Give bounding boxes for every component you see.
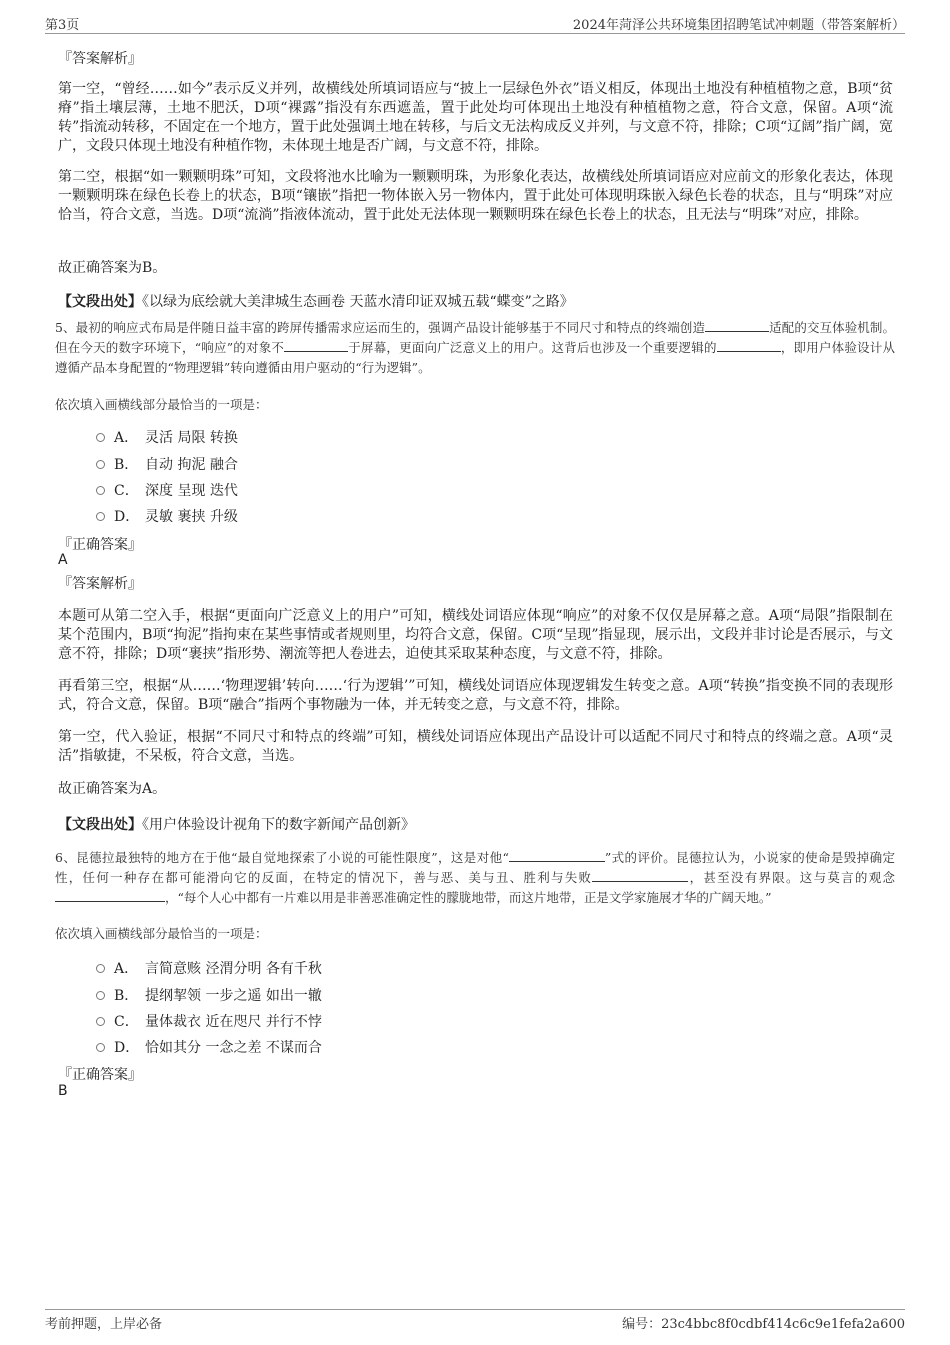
q5-source-text: 《用户体验设计视角下的数字新闻产品创新》 [142,817,415,833]
q6-prompt: 依次填入画横线部分最恰当的一项是： [55,926,268,941]
q6-stem-part-2: ”式的评价。昆德拉认为，小说家的使命是毁掉确定性，任何一种存在都可能滑向它的反面，在特定的情况下，善与恶、美与丑、胜利与失败 [55,850,895,885]
q6-option-c[interactable]: C． 量体裁衣 近在咫尺 并行不悖 [96,1011,322,1031]
radio-icon[interactable] [96,1017,105,1026]
q5-answer-label: 『正确答案』 [58,537,142,553]
q4-source-label: 【文段出处】 [58,294,142,310]
q6-stem-part-1: 6、昆德拉最独特的地方在于他“最自觉地探索了小说的可能性限度”，这是对他“ [55,850,509,865]
q4-source [58,291,574,311]
q5-analysis-paragraph-3: 第一空，代入验证，根据“不同尺寸和特点的终端”可知，横线处词语应体现出产品设计可以适配不同尺寸和特点的终端之意。A项“灵活”指敏捷，不呆板，符合文意，当选。 [58,729,893,764]
document-id: 编号：23c4bbc8f0cdbf414c6c9e1fefa2a600 [622,1317,905,1332]
q5-option-b[interactable]: B． 自动 拘泥 融合 [96,454,238,474]
q5-analysis-label: 『答案解析』 [58,576,142,592]
q6-answer: B [58,1083,68,1099]
header-divider [45,33,905,34]
q5-analysis-paragraph-1: 本题可从第二空入手，根据“更面向广泛意义上的用户”可知，横线处词语应体现“响应”的对象不仅仅是屏幕之意。A项“局限”指限制在某个范围内，B项“拘泥”指拘束在某些事情或者规则里，均符合文意，保留。C项“呈现”指显现，展示出，文段并非讨论是否展示，与文意不符，排除；D项“裹挟”指形势、潮流等把人卷进去，迫使其采取某种态度，与文意不符，排除。 [58,608,893,662]
q5-prompt: 依次填入画横线部分最恰当的一项是： [55,397,268,412]
q6-blank-1 [509,848,605,862]
q5-stem-part-2: 适配的交互体验机制。但在今天的数字环境下，“响应”的对象不 [55,320,895,355]
footer-slogan: 考前押题，上岸必备 [45,1317,163,1332]
q6-answer-label: 『正确答案』 [58,1067,142,1083]
q4-analysis-paragraph-2: 第二空，根据“如一颗颗明珠”可知，文段将池水比喻为一颗颗明珠，为形象化表达，故横线处所填词语应对应前文的形象化表达，体现一颗颗明珠在绿色长卷上的状态，B项“镶嵌”指把一物体嵌入另一物体内，置于此处可体现明珠嵌入绿色长卷的状态，且与“明珠”对应恰当，符合文意，当选。D项“流淌”指液体流动，置于此处无法体现一颗颗明珠在绿色长卷上的状态，且无法与“明珠”对应，排除。 [58,169,893,223]
radio-icon[interactable] [96,460,105,469]
q5-blank-1 [705,318,769,332]
q5-source-label: 【文段出处】 [58,817,142,833]
q6-blank-3 [55,888,165,902]
q6-blank-2 [592,868,688,882]
q5-source [58,814,415,834]
q5-answer: A [58,552,68,568]
radio-icon[interactable] [96,1043,105,1052]
q6-stem [55,848,895,908]
q6-stem-part-3: ，甚至没有界限。这与莫言的观念 [688,870,895,885]
q5-option-a[interactable]: A． 灵活 局限 转换 [96,427,238,447]
q5-stem [55,318,895,378]
q5-blank-2 [284,338,348,352]
radio-icon[interactable] [96,486,105,495]
q5-blank-3 [717,338,781,352]
q6-option-d[interactable]: D． 恰如其分 一念之差 不谋而合 [96,1037,322,1057]
document-title: 2024年菏泽公共环境集团招聘笔试冲刺题（带答案解析） [572,18,905,33]
q5-option-c[interactable]: C． 深度 呈现 迭代 [96,480,238,500]
radio-icon[interactable] [96,964,105,973]
radio-icon[interactable] [96,433,105,442]
q5-option-d[interactable]: D． 灵敏 裹挟 升级 [96,506,238,526]
q4-analysis-paragraph-1: 第一空，“曾经……如今”表示反义并列，故横线处所填词语应与“披上一层绿色外衣”语义相反，体现出土地没有种植植物之意，B项“贫瘠”指土壤层薄，土地不肥沃，D项“裸露”指没有东西遮盖，置于此处均可体现出土地没有种植植物之意，符合文意，保留。A项“流转”指流动转移，不固定在一个地方，置于此处强调土地在转移，与后文无法构成反义并列，与文意不符，排除；C项“辽阔”指广阔，宽广，文段只体现土地没有种植作物，未体现土地是否广阔，与文意不符，排除。 [58,81,893,154]
radio-icon[interactable] [96,512,105,521]
q4-source-text: 《以绿为底绘就大美津城生态画卷 天蓝水清印证双城五载“蝶变”之路》 [142,294,574,310]
q6-option-a[interactable]: A． 言简意赅 泾渭分明 各有千秋 [96,958,322,978]
q4-conclusion: 故正确答案为B。 [58,260,167,276]
q6-option-b[interactable]: B． 提纲挈领 一步之遥 如出一辙 [96,985,322,1005]
q5-stem-part-4: ，即用户体验设计从遵循产品本身配置的“物理逻辑”转向遵循由用户驱动的“行为逻辑”。 [55,340,895,375]
page-number: 第3页 [45,18,80,33]
q5-analysis-paragraph-2: 再看第三空，根据“从……‘物理逻辑’转向……‘行为逻辑’”可知，横线处词语应体现逻辑发生转变之意。A项“转换”指变换不同的表现形式，符合文意，保留。B项“融合”指两个事物融为一体，并无转变之意，与文意不符，排除。 [58,678,893,713]
radio-icon[interactable] [96,991,105,1000]
q6-stem-part-4: ，“每个人心中都有一片难以用是非善恶准确定性的朦胧地带，而这片地带，正是文学家施展才华的广阔天地。” [165,890,772,905]
q5-stem-part-3: 于屏幕，更面向广泛意义上的用户。这背后也涉及一个重要逻辑的 [348,340,717,355]
q4-analysis-label: 『答案解析』 [58,51,142,67]
q5-conclusion: 故正确答案为A。 [58,781,167,797]
q5-stem-part-1: 5、最初的响应式布局是伴随日益丰富的跨屏传播需求应运而生的，强调产品设计能够基于不同尺寸和特点的终端创造 [55,320,706,335]
footer-divider [45,1309,905,1310]
